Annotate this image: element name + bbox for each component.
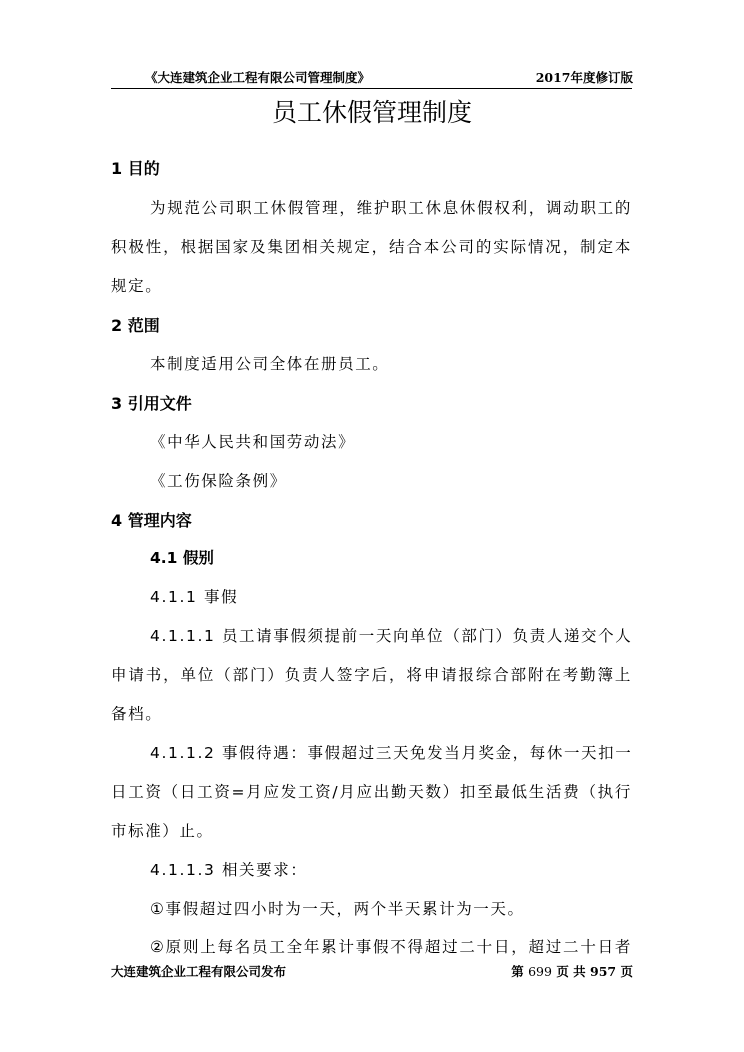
paragraph-line: 规定。 xyxy=(111,277,163,295)
header-edition: 2017年度修订版 xyxy=(535,70,633,85)
section-heading-scope: 2 范围 xyxy=(111,316,160,335)
page-mid: 页 共 xyxy=(556,964,586,979)
subsection-heading-leave-types: 4.1 假别 xyxy=(150,549,214,567)
header-document-title: 《大连建筑企业工程有限公司管理制度》 xyxy=(145,70,371,85)
paragraph-line: 为规范公司职工休假管理，维护职工休息休假权利，调动职工的 xyxy=(150,199,632,217)
paragraph-line: 积极性，根据国家及集团相关规定，结合本公司的实际情况，制定本 xyxy=(111,238,632,256)
paragraph-line: 4.1.1.1 员工请事假须提前一天向单位（部门）负责人递交个人 xyxy=(150,627,633,645)
reference-item: 《工伤保险条例》 xyxy=(150,472,287,490)
reference-item: 《中华人民共和国劳动法》 xyxy=(150,433,356,451)
page-current: 699 xyxy=(528,964,552,979)
page-prefix: 第 xyxy=(511,964,524,979)
footer-publisher: 大连建筑企业工程有限公司发布 xyxy=(111,964,287,979)
paragraph-line: 备档。 xyxy=(111,705,163,723)
section-heading-management: 4 管理内容 xyxy=(111,511,192,530)
clause-personal-leave: 4.1.1 事假 xyxy=(150,588,239,606)
list-item: ②原则上每名员工全年累计事假不得超过二十日，超过二十日者 xyxy=(150,938,632,956)
section-heading-references: 3 引用文件 xyxy=(111,394,192,413)
paragraph-line: 本制度适用公司全体在册员工。 xyxy=(150,355,390,373)
header-divider xyxy=(111,88,632,89)
paragraph-line: 申请书，单位（部门）负责人签字后，将申请报综合部附在考勤簿上 xyxy=(111,666,632,684)
list-item: ①事假超过四小时为一天，两个半天累计为一天。 xyxy=(150,900,525,918)
page-title: 员工休假管理制度 xyxy=(271,98,472,127)
paragraph-line: 市标准）止。 xyxy=(111,822,214,840)
paragraph-line: 4.1.1.2 事假待遇：事假超过三天免发当月奖金，每休一天扣一 xyxy=(150,744,633,762)
section-heading-purpose: 1 目的 xyxy=(111,159,160,178)
footer-page-number xyxy=(511,962,633,980)
page-suffix: 页 xyxy=(620,964,633,979)
page-total: 957 xyxy=(590,964,617,979)
paragraph-line: 日工资（日工资=月应发工资/月应出勤天数）扣至最低生活费（执行 xyxy=(111,783,632,801)
clause-requirements: 4.1.1.3 相关要求： xyxy=(150,861,308,879)
